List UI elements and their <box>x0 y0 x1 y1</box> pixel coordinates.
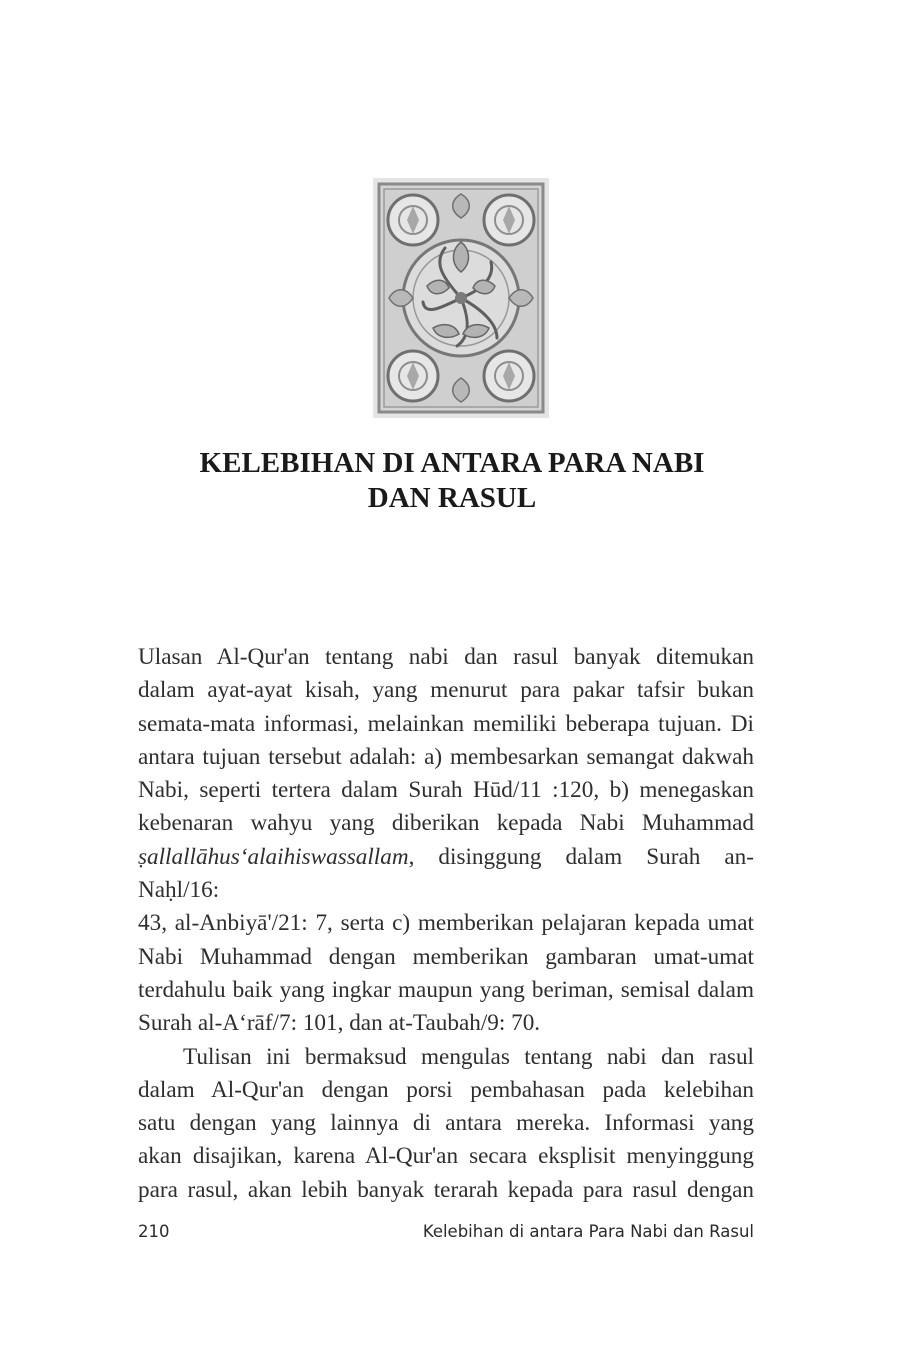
text-line <box>138 841 754 908</box>
text-fragment: , disinggung dalam Surah an-Naḥl/16: <box>138 843 754 904</box>
page-number: 210 <box>138 1222 170 1241</box>
text-line: terdahulu baik yang ingkar maupun yang beriman, semisal dalam <box>138 976 754 1003</box>
arabesque-ornament-icon <box>373 178 549 418</box>
text-line: antara tujuan tersebut adalah: a) membesarkan semangat dakwah <box>138 743 754 770</box>
paragraph-1 <box>138 641 754 1041</box>
chapter-title <box>0 446 904 516</box>
text-line: dalam ayat-ayat kisah, yang menurut para pakar tafsir bukan <box>138 677 754 704</box>
page-footer <box>138 1222 754 1241</box>
text-line: satu dengan yang lainnya di antara mereka. Informasi yang <box>138 1110 754 1137</box>
text-line: dalam Al-Qur'an dengan porsi pembahasan pada kelebihan <box>138 1076 754 1103</box>
text-line: kebenaran wahyu yang diberikan kepada Nabi Muhammad <box>138 810 754 837</box>
running-title: Kelebihan di antara Para Nabi dan Rasul <box>422 1222 754 1241</box>
text-line: para rasul, akan lebih banyak terarah kepada para rasul dengan <box>138 1176 754 1203</box>
text-line: Tulisan ini bermaksud mengulas tentang nabi dan rasul <box>183 1043 754 1070</box>
text-line: Ulasan Al-Qur'an tentang nabi dan rasul banyak ditemukan <box>138 644 754 670</box>
honorific-italic: ṣallallāhus‘alaihiswassallam <box>138 843 409 870</box>
text-line: semata-mata informasi, melainkan memiliki beberapa tujuan. Di <box>138 710 754 737</box>
chapter-title-line-1: KELEBIHAN DI ANTARA PARA NABI <box>199 447 705 479</box>
body-text <box>138 641 754 1207</box>
text-line: Nabi, seperti tertera dalam Surah Hūd/11 :120, b) menegaskan <box>138 777 754 804</box>
chapter-title-line-2: DAN RASUL <box>367 482 537 514</box>
text-line: 43, al-Anbiyā'/21: 7, serta c) memberikan pelajaran kepada umat <box>138 910 754 937</box>
paragraph-2 <box>138 1041 754 1207</box>
text-line: akan disajikan, karena Al-Qur'an secara eksplisit menyinggung <box>138 1143 754 1170</box>
text-line: Surah al-A‘rāf/7: 101, dan at-Taubah/9: 70. <box>138 1010 541 1037</box>
text-line: Nabi Muhammad dengan memberikan gambaran umat-umat <box>138 943 754 970</box>
